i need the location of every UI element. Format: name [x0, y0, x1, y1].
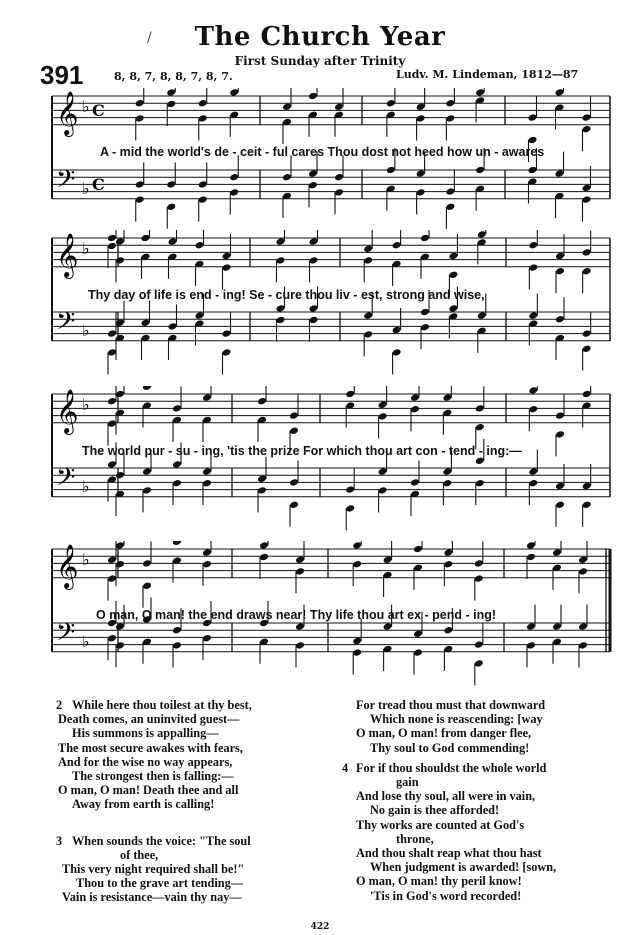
treble-clef-icon: 𝄞: [56, 544, 79, 588]
verse-line: Thy soul to God commending!: [370, 740, 530, 755]
verse-line: Death comes, an uninvited guest—: [58, 712, 240, 727]
verse-line: throne,: [396, 831, 434, 846]
lyric-line-3: The world pur - su - ing, 'tis the prize For which thou art con - tend - ing:—: [82, 444, 522, 458]
verse-line: Thou to the grave art tending—: [76, 876, 244, 891]
lyric-line-4: O man, O man! the end draws near! Thy life thou art ex - pend - ing!: [96, 608, 497, 622]
music-system-4: [0, 541, 640, 691]
verse-line: And thou shalt reap what thou hast: [356, 846, 542, 861]
flat-icon: ♭: [82, 395, 90, 414]
verse-line: While here thou toilest at thy best,: [72, 698, 252, 712]
flat-icon: ♭: [82, 632, 90, 651]
bass-clef-icon: 𝄢: [56, 463, 76, 498]
treble-clef-icon: 𝄞: [56, 389, 79, 433]
verse-2: [40, 698, 340, 812]
verse-line: And for the wise no way appears,: [58, 754, 233, 769]
verse-line: gain: [396, 775, 419, 790]
verse-line: Thy works are counted at God's: [356, 817, 525, 832]
composer-credit: Ludv. M. Lindeman, 1812—87: [396, 68, 579, 81]
verse-line: When sounds the voice: "The soul: [72, 833, 251, 848]
music-system-3: [0, 386, 640, 536]
occasion-subtitle: First Sunday after Trinity: [234, 54, 406, 68]
treble-clef-icon: 𝄞: [56, 233, 79, 277]
verse-3-continued: [342, 698, 622, 755]
flat-icon: ♭: [82, 179, 90, 198]
lyric-line-1: A - mid the world's de - ceit - ful cares Thou dost not heed how un - awares: [100, 145, 545, 159]
verse-line: And lose thy soul, all were in vain,: [356, 789, 536, 804]
verse-line: No gain is thee afforded!: [370, 803, 500, 818]
verse-line: The most secure awakes with fears,: [58, 740, 243, 755]
music-system-1: [0, 88, 640, 238]
verse-number: 4: [342, 760, 349, 775]
verse-4: [342, 761, 622, 903]
score-staff-svg: [0, 88, 640, 238]
treble-staff: [52, 541, 610, 608]
verse-line: 'Tis in God's word recorded!: [370, 888, 522, 903]
verse-line: O man, O man! from danger flee,: [356, 726, 532, 741]
verses-right-column: [342, 698, 622, 903]
common-time-icon: C: [92, 101, 105, 120]
bass-clef-icon: 𝄢: [56, 307, 76, 342]
ink-mark: /: [147, 30, 152, 46]
verse-line: For if thou shouldst the whole world: [356, 760, 547, 775]
music-system-2: [0, 230, 640, 380]
verse-line: of thee,: [120, 847, 159, 862]
verse-number: 3: [56, 833, 63, 848]
treble-clef-icon: 𝄞: [56, 91, 79, 135]
verse-line: O man, O man! thy peril know!: [356, 874, 522, 889]
verse-line: Which none is reascending: [way: [370, 712, 543, 727]
bass-clef-icon: 𝄢: [56, 165, 76, 200]
flat-icon: ♭: [82, 321, 90, 340]
score-staff-svg: [0, 230, 640, 380]
verse-line: Vain is resistance—vain thy nay—: [62, 890, 242, 905]
treble-staff: [52, 230, 610, 297]
page-number: 422: [310, 922, 330, 932]
verse-number: 2: [56, 698, 63, 712]
verse-3: [40, 834, 340, 905]
flat-icon: ♭: [82, 97, 90, 116]
page-title: The Church Year: [194, 22, 446, 52]
verse-line: Away from earth is calling!: [72, 797, 215, 812]
verses-left-column: [40, 698, 340, 905]
verse-line: For tread thou must that downward: [356, 698, 546, 712]
verse-line: His summons is appalling—: [72, 726, 219, 741]
lyric-line-2: Thy day of life is end - ing! Se - cure thou liv - est, strong and wise,: [88, 288, 485, 302]
flat-icon: ♭: [82, 239, 90, 258]
verse-line: This very night required shall be!": [62, 862, 245, 877]
bass-staff: [52, 148, 610, 229]
bass-clef-icon: 𝄢: [56, 618, 76, 653]
common-time-icon: C: [92, 175, 105, 194]
meter: 8, 8, 7, 8, 8, 7, 8, 7.: [114, 70, 233, 83]
flat-icon: ♭: [82, 477, 90, 496]
verse-line: The strongest then is falling:—: [72, 769, 234, 784]
verse-line: When judgment is awarded! [sown,: [370, 860, 557, 875]
hymn-number: 391: [40, 60, 84, 90]
flat-icon: ♭: [82, 550, 90, 569]
score-staff-svg: [0, 386, 640, 536]
verse-line: O man, O man! Death thee and all: [58, 783, 239, 798]
